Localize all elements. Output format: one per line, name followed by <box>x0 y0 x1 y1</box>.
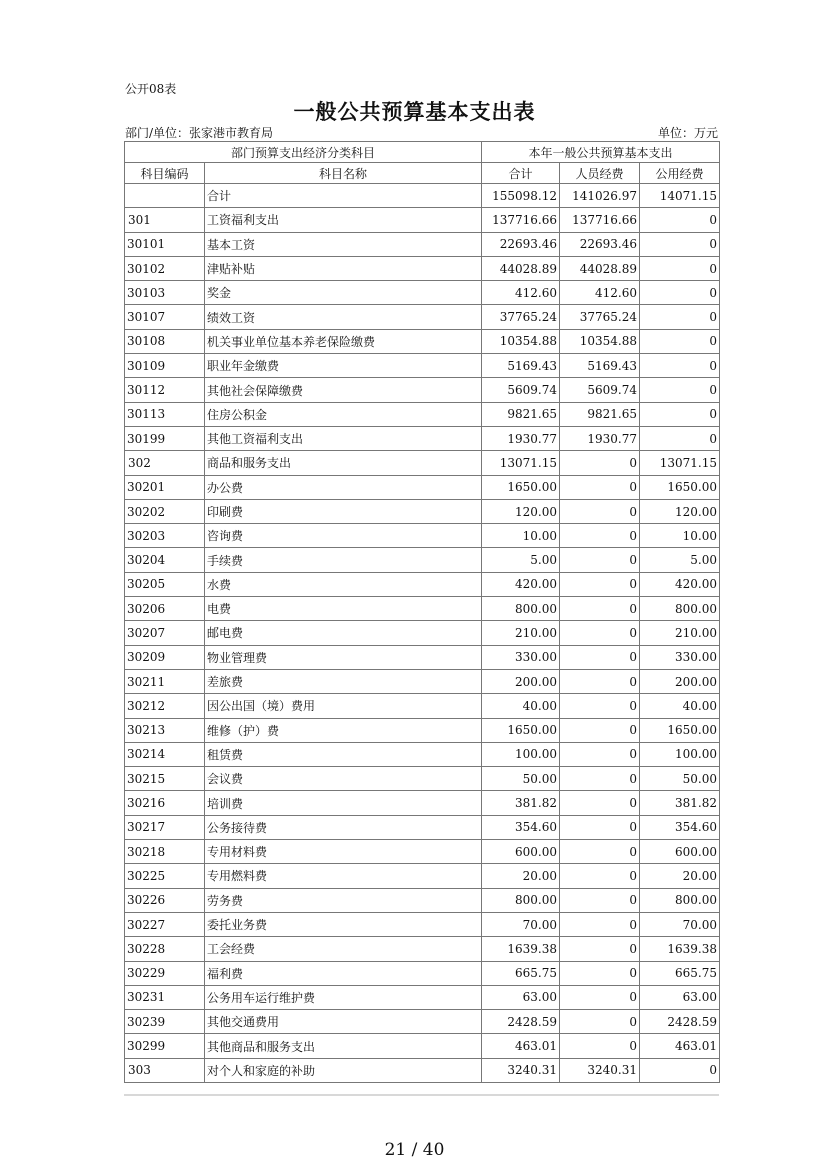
cell-personnel: 44028.89 <box>560 256 640 280</box>
cell-name: 商品和服务支出 <box>205 451 482 475</box>
table-row <box>125 985 720 1009</box>
cell-name: 咨询费 <box>205 524 482 548</box>
cell-code: 30227 <box>125 912 205 936</box>
cell-total: 70.00 <box>482 912 560 936</box>
cell-total: 5.00 <box>482 548 560 572</box>
cell-public: 800.00 <box>640 597 720 621</box>
table-row <box>125 572 720 596</box>
table-row <box>125 840 720 864</box>
cell-name: 公务用车运行维护费 <box>205 985 482 1009</box>
cell-public: 665.75 <box>640 961 720 985</box>
cell-public: 13071.15 <box>640 451 720 475</box>
cell-public: 1650.00 <box>640 475 720 499</box>
cell-total: 1930.77 <box>482 426 560 450</box>
cell-total: 2428.59 <box>482 1010 560 1034</box>
cell-name: 津贴补贴 <box>205 256 482 280</box>
cell-code: 30226 <box>125 888 205 912</box>
cell-name: 职业年金缴费 <box>205 354 482 378</box>
cell-public: 354.60 <box>640 815 720 839</box>
table-row <box>125 669 720 693</box>
cell-personnel: 0 <box>560 937 640 961</box>
cell-name: 合计 <box>205 184 482 208</box>
cell-personnel: 412.60 <box>560 281 640 305</box>
cell-code: 30204 <box>125 548 205 572</box>
cell-public: 5.00 <box>640 548 720 572</box>
cell-name: 住房公积金 <box>205 402 482 426</box>
cell-total: 9821.65 <box>482 402 560 426</box>
page-title: 一般公共预算基本支出表 <box>293 99 536 124</box>
table-row <box>125 937 720 961</box>
table-row <box>125 912 720 936</box>
cell-personnel: 0 <box>560 694 640 718</box>
cell-code: 30212 <box>125 694 205 718</box>
cell-public: 463.01 <box>640 1034 720 1058</box>
cell-public: 0 <box>640 208 720 232</box>
cell-personnel: 0 <box>560 548 640 572</box>
cell-name: 其他商品和服务支出 <box>205 1034 482 1058</box>
cell-code: 30199 <box>125 426 205 450</box>
cell-name: 差旅费 <box>205 669 482 693</box>
cell-code <box>125 184 205 208</box>
cell-name: 对个人和家庭的补助 <box>205 1058 482 1082</box>
cell-personnel: 0 <box>560 912 640 936</box>
cell-total: 600.00 <box>482 840 560 864</box>
group-header-classification: 部门预算支出经济分类科目 <box>125 142 482 163</box>
cell-total: 665.75 <box>482 961 560 985</box>
cell-personnel: 0 <box>560 645 640 669</box>
cell-code: 30101 <box>125 232 205 256</box>
cell-public: 0 <box>640 1058 720 1082</box>
cell-total: 44028.89 <box>482 256 560 280</box>
cell-total: 40.00 <box>482 694 560 718</box>
column-header-personnel: 人员经费 <box>560 163 640 184</box>
cell-personnel: 0 <box>560 475 640 499</box>
cell-total: 210.00 <box>482 621 560 645</box>
table-row <box>125 694 720 718</box>
cell-public: 70.00 <box>640 912 720 936</box>
cell-name: 其他社会保障缴费 <box>205 378 482 402</box>
cell-personnel: 37765.24 <box>560 305 640 329</box>
cell-name: 因公出国（境）费用 <box>205 694 482 718</box>
cell-total: 5169.43 <box>482 354 560 378</box>
cell-total: 100.00 <box>482 742 560 766</box>
cell-total: 1639.38 <box>482 937 560 961</box>
cell-personnel: 0 <box>560 718 640 742</box>
cell-code: 30218 <box>125 840 205 864</box>
cell-personnel: 0 <box>560 1010 640 1034</box>
cell-code: 30217 <box>125 815 205 839</box>
table-column-header <box>125 163 720 184</box>
cell-total: 120.00 <box>482 499 560 523</box>
cell-personnel: 0 <box>560 888 640 912</box>
cell-personnel: 0 <box>560 1034 640 1058</box>
cell-name: 专用燃料费 <box>205 864 482 888</box>
cell-public: 0 <box>640 426 720 450</box>
table-row <box>125 645 720 669</box>
table-row <box>125 329 720 353</box>
cell-name: 工资福利支出 <box>205 208 482 232</box>
cell-code: 30108 <box>125 329 205 353</box>
cell-public: 0 <box>640 232 720 256</box>
cell-code: 30107 <box>125 305 205 329</box>
cell-personnel: 0 <box>560 815 640 839</box>
cell-personnel: 0 <box>560 791 640 815</box>
department-label: 部门/单位：张家港市教育局 <box>125 126 274 140</box>
cell-total: 3240.31 <box>482 1058 560 1082</box>
table-row <box>125 281 720 305</box>
cell-public: 100.00 <box>640 742 720 766</box>
table-row <box>125 961 720 985</box>
table-row <box>125 378 720 402</box>
cell-name: 其他工资福利支出 <box>205 426 482 450</box>
cell-total: 50.00 <box>482 767 560 791</box>
cell-total: 800.00 <box>482 888 560 912</box>
cell-total: 412.60 <box>482 281 560 305</box>
table-group-header <box>125 142 720 163</box>
cell-personnel: 9821.65 <box>560 402 640 426</box>
cell-total: 1650.00 <box>482 475 560 499</box>
table-row <box>125 232 720 256</box>
cell-public: 2428.59 <box>640 1010 720 1034</box>
cell-public: 381.82 <box>640 791 720 815</box>
cell-personnel: 0 <box>560 985 640 1009</box>
cell-total: 381.82 <box>482 791 560 815</box>
cell-personnel: 0 <box>560 840 640 864</box>
table-row <box>125 184 720 208</box>
cell-code: 30228 <box>125 937 205 961</box>
cell-public: 0 <box>640 256 720 280</box>
cell-personnel: 0 <box>560 524 640 548</box>
page-number: 21 / 40 <box>384 1140 445 1160</box>
table-row <box>125 1058 720 1082</box>
column-header-code: 科目编码 <box>125 163 205 184</box>
table-row <box>125 305 720 329</box>
cell-code: 301 <box>125 208 205 232</box>
cell-name: 奖金 <box>205 281 482 305</box>
cell-code: 30209 <box>125 645 205 669</box>
budget-table <box>124 141 720 1083</box>
cell-personnel: 0 <box>560 767 640 791</box>
cell-personnel: 0 <box>560 621 640 645</box>
unit-label: 单位：万元 <box>657 126 718 140</box>
column-header-total: 合计 <box>482 163 560 184</box>
table-row <box>125 864 720 888</box>
cell-public: 14071.15 <box>640 184 720 208</box>
cell-total: 800.00 <box>482 597 560 621</box>
cell-code: 303 <box>125 1058 205 1082</box>
cell-total: 200.00 <box>482 669 560 693</box>
cell-name: 基本工资 <box>205 232 482 256</box>
cell-name: 电费 <box>205 597 482 621</box>
cell-public: 0 <box>640 402 720 426</box>
table-row <box>125 548 720 572</box>
cell-personnel: 137716.66 <box>560 208 640 232</box>
cell-personnel: 0 <box>560 597 640 621</box>
cell-name: 会议费 <box>205 767 482 791</box>
cell-code: 30202 <box>125 499 205 523</box>
cell-public: 1639.38 <box>640 937 720 961</box>
table-row <box>125 621 720 645</box>
cell-total: 155098.12 <box>482 184 560 208</box>
group-header-expenditure: 本年一般公共预算基本支出 <box>482 142 720 163</box>
cell-total: 13071.15 <box>482 451 560 475</box>
cell-total: 420.00 <box>482 572 560 596</box>
cell-code: 30205 <box>125 572 205 596</box>
cell-public: 0 <box>640 329 720 353</box>
cell-total: 20.00 <box>482 864 560 888</box>
cell-public: 0 <box>640 305 720 329</box>
table-row <box>125 791 720 815</box>
cell-code: 30214 <box>125 742 205 766</box>
table-row <box>125 475 720 499</box>
cell-code: 30239 <box>125 1010 205 1034</box>
cell-code: 30225 <box>125 864 205 888</box>
table-row <box>125 402 720 426</box>
cell-personnel: 0 <box>560 961 640 985</box>
cell-name: 专用材料费 <box>205 840 482 864</box>
cell-public: 600.00 <box>640 840 720 864</box>
cell-name: 水费 <box>205 572 482 596</box>
cell-name: 培训费 <box>205 791 482 815</box>
cell-personnel: 5169.43 <box>560 354 640 378</box>
cell-code: 30207 <box>125 621 205 645</box>
cell-code: 30231 <box>125 985 205 1009</box>
cell-name: 其他交通费用 <box>205 1010 482 1034</box>
cell-personnel: 0 <box>560 451 640 475</box>
table-row <box>125 718 720 742</box>
table-row <box>125 354 720 378</box>
column-header-name: 科目名称 <box>205 163 482 184</box>
cell-name: 委托业务费 <box>205 912 482 936</box>
cell-public: 63.00 <box>640 985 720 1009</box>
cell-code: 30213 <box>125 718 205 742</box>
table-row <box>125 742 720 766</box>
cell-personnel: 0 <box>560 864 640 888</box>
cell-public: 200.00 <box>640 669 720 693</box>
cell-personnel: 0 <box>560 742 640 766</box>
column-header-public: 公用经费 <box>640 163 720 184</box>
cell-code: 30112 <box>125 378 205 402</box>
cell-total: 354.60 <box>482 815 560 839</box>
cell-public: 20.00 <box>640 864 720 888</box>
cell-name: 邮电费 <box>205 621 482 645</box>
cell-name: 工会经费 <box>205 937 482 961</box>
cell-name: 福利费 <box>205 961 482 985</box>
table-row <box>125 815 720 839</box>
cell-personnel: 22693.46 <box>560 232 640 256</box>
cell-public: 420.00 <box>640 572 720 596</box>
cell-public: 50.00 <box>640 767 720 791</box>
cell-name: 维修（护）费 <box>205 718 482 742</box>
cell-name: 绩效工资 <box>205 305 482 329</box>
cell-total: 63.00 <box>482 985 560 1009</box>
table-row <box>125 256 720 280</box>
cell-total: 37765.24 <box>482 305 560 329</box>
cell-total: 463.01 <box>482 1034 560 1058</box>
cell-personnel: 141026.97 <box>560 184 640 208</box>
table-row <box>125 208 720 232</box>
table-row <box>125 1010 720 1034</box>
cell-personnel: 10354.88 <box>560 329 640 353</box>
cell-personnel: 5609.74 <box>560 378 640 402</box>
cell-total: 10.00 <box>482 524 560 548</box>
table-body <box>125 184 720 1083</box>
cell-name: 租赁费 <box>205 742 482 766</box>
cell-name: 机关事业单位基本养老保险缴费 <box>205 329 482 353</box>
cell-total: 330.00 <box>482 645 560 669</box>
cell-public: 1650.00 <box>640 718 720 742</box>
cell-public: 120.00 <box>640 499 720 523</box>
cell-code: 30103 <box>125 281 205 305</box>
table-row <box>125 1034 720 1058</box>
cell-public: 210.00 <box>640 621 720 645</box>
cell-name: 印刷费 <box>205 499 482 523</box>
cell-name: 公务接待费 <box>205 815 482 839</box>
cell-name: 手续费 <box>205 548 482 572</box>
table-row <box>125 451 720 475</box>
cell-code: 30109 <box>125 354 205 378</box>
cell-public: 0 <box>640 281 720 305</box>
cell-total: 10354.88 <box>482 329 560 353</box>
cell-total: 137716.66 <box>482 208 560 232</box>
table-row <box>125 426 720 450</box>
cell-personnel: 1930.77 <box>560 426 640 450</box>
table-row <box>125 597 720 621</box>
cell-code: 30299 <box>125 1034 205 1058</box>
cell-code: 30203 <box>125 524 205 548</box>
cell-personnel: 0 <box>560 499 640 523</box>
cell-public: 800.00 <box>640 888 720 912</box>
cell-code: 30215 <box>125 767 205 791</box>
cell-code: 302 <box>125 451 205 475</box>
form-number: 公开08表 <box>125 82 177 96</box>
table-row <box>125 888 720 912</box>
table-bottom-divider <box>124 1094 719 1096</box>
cell-code: 30201 <box>125 475 205 499</box>
cell-personnel: 0 <box>560 572 640 596</box>
cell-public: 40.00 <box>640 694 720 718</box>
cell-total: 5609.74 <box>482 378 560 402</box>
cell-code: 30211 <box>125 669 205 693</box>
table-row <box>125 524 720 548</box>
cell-public: 10.00 <box>640 524 720 548</box>
cell-public: 0 <box>640 354 720 378</box>
cell-code: 30206 <box>125 597 205 621</box>
cell-code: 30229 <box>125 961 205 985</box>
cell-personnel: 3240.31 <box>560 1058 640 1082</box>
cell-total: 22693.46 <box>482 232 560 256</box>
cell-name: 物业管理费 <box>205 645 482 669</box>
cell-code: 30113 <box>125 402 205 426</box>
cell-total: 1650.00 <box>482 718 560 742</box>
table-row <box>125 499 720 523</box>
cell-code: 30102 <box>125 256 205 280</box>
cell-code: 30216 <box>125 791 205 815</box>
cell-name: 办公费 <box>205 475 482 499</box>
cell-public: 0 <box>640 378 720 402</box>
cell-personnel: 0 <box>560 669 640 693</box>
table-row <box>125 767 720 791</box>
cell-name: 劳务费 <box>205 888 482 912</box>
cell-public: 330.00 <box>640 645 720 669</box>
